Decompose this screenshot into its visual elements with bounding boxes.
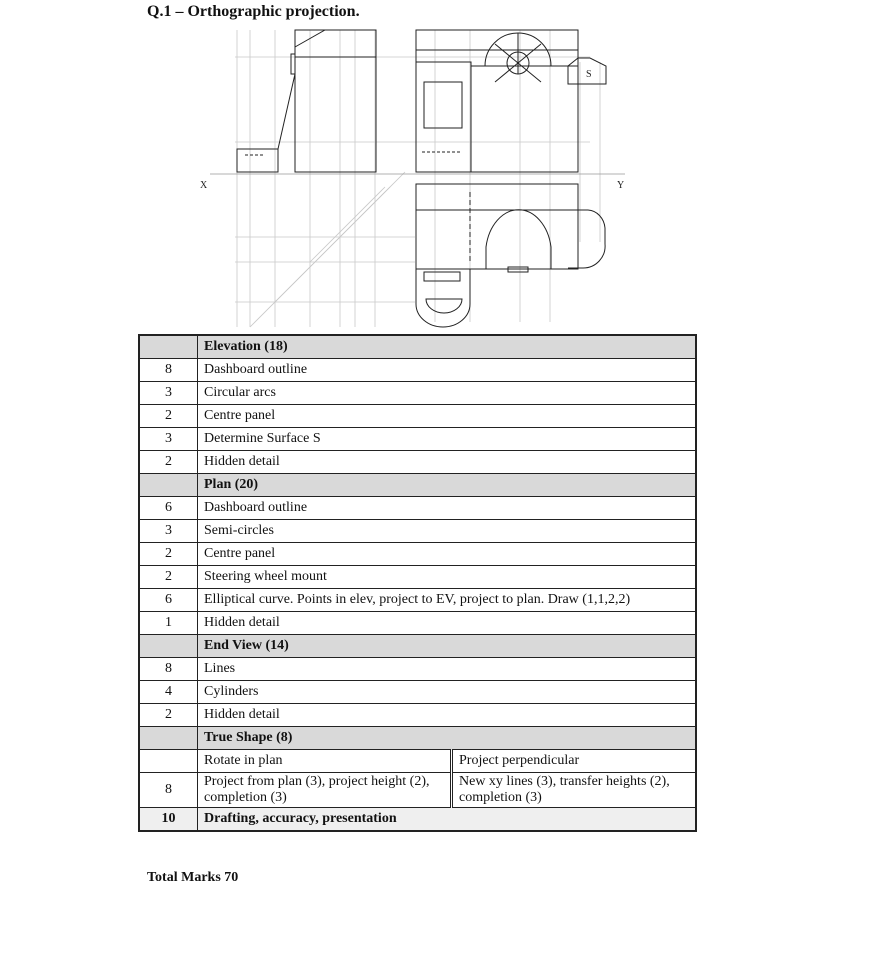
table-row	[139, 681, 696, 704]
table-row	[139, 773, 696, 808]
section-heading: End View (14)	[198, 635, 697, 658]
mark-cell: 1	[139, 612, 198, 635]
mark-cell: 2	[139, 451, 198, 474]
section-row-plan	[139, 474, 696, 497]
table-row	[139, 359, 696, 382]
table-row	[139, 658, 696, 681]
table-row	[139, 612, 696, 635]
criterion-cell: Rotate in plan	[198, 750, 452, 773]
criterion-cell: Hidden detail	[198, 612, 697, 635]
mark-cell: 2	[139, 543, 198, 566]
surface-s-label: S	[586, 69, 592, 80]
criterion-cell: Elliptical curve. Points in elev, project to EV, project to plan. Draw (1,1,2,2)	[198, 589, 697, 612]
mark-cell: 2	[139, 704, 198, 727]
mark-cell: 3	[139, 428, 198, 451]
criterion-cell: Centre panel	[198, 405, 697, 428]
mark-cell: 6	[139, 589, 198, 612]
criterion-cell: Dashboard outline	[198, 497, 697, 520]
criterion-cell: Cylinders	[198, 681, 697, 704]
mark-cell: 2	[139, 566, 198, 589]
criterion-cell: Dashboard outline	[198, 359, 697, 382]
section-heading: True Shape (8)	[198, 727, 697, 750]
mark-cell: 6	[139, 497, 198, 520]
section-heading: Plan (20)	[198, 474, 697, 497]
criterion-cell: Steering wheel mount	[198, 566, 697, 589]
mark-cell: 4	[139, 681, 198, 704]
table-row	[139, 451, 696, 474]
criterion-cell: Project from plan (3), project height (2), completion (3)	[198, 773, 452, 808]
mark-cell: 2	[139, 405, 198, 428]
table-row	[139, 405, 696, 428]
criterion-cell: Circular arcs	[198, 382, 697, 405]
criterion-cell: Lines	[198, 658, 697, 681]
y-label: Y	[617, 180, 625, 191]
criterion-cell: Project perpendicular	[452, 750, 697, 773]
section-row-elevation	[139, 335, 696, 359]
table-row	[139, 750, 696, 773]
section-heading: Elevation (18)	[198, 335, 697, 359]
section-row-true-shape	[139, 727, 696, 750]
mark-cell: 8	[139, 658, 198, 681]
criterion-cell: Semi-circles	[198, 520, 697, 543]
mark-cell: 10	[139, 808, 198, 832]
criterion-cell: Centre panel	[198, 543, 697, 566]
criterion-cell: Hidden detail	[198, 704, 697, 727]
table-row	[139, 543, 696, 566]
criterion-cell: Determine Surface S	[198, 428, 697, 451]
mark-cell: 3	[139, 382, 198, 405]
table-row	[139, 566, 696, 589]
mark-cell: 8	[139, 773, 198, 808]
question-title: Q.1 – Orthographic projection.	[147, 3, 360, 20]
orthographic-drawing	[190, 22, 640, 332]
table-row	[139, 589, 696, 612]
table-row	[139, 428, 696, 451]
table-row	[139, 520, 696, 543]
table-row	[139, 497, 696, 520]
criterion-cell: Hidden detail	[198, 451, 697, 474]
section-row-end-view	[139, 635, 696, 658]
criterion-cell: Drafting, accuracy, presentation	[198, 808, 697, 832]
x-label: X	[200, 180, 208, 191]
footer-row	[139, 808, 696, 832]
mark-cell: 8	[139, 359, 198, 382]
marking-scheme-table	[138, 334, 697, 832]
table-row	[139, 704, 696, 727]
mark-cell: 3	[139, 520, 198, 543]
table-row	[139, 382, 696, 405]
total-marks: Total Marks 70	[147, 870, 239, 885]
criterion-cell: New xy lines (3), transfer heights (2), completion (3)	[452, 773, 697, 808]
